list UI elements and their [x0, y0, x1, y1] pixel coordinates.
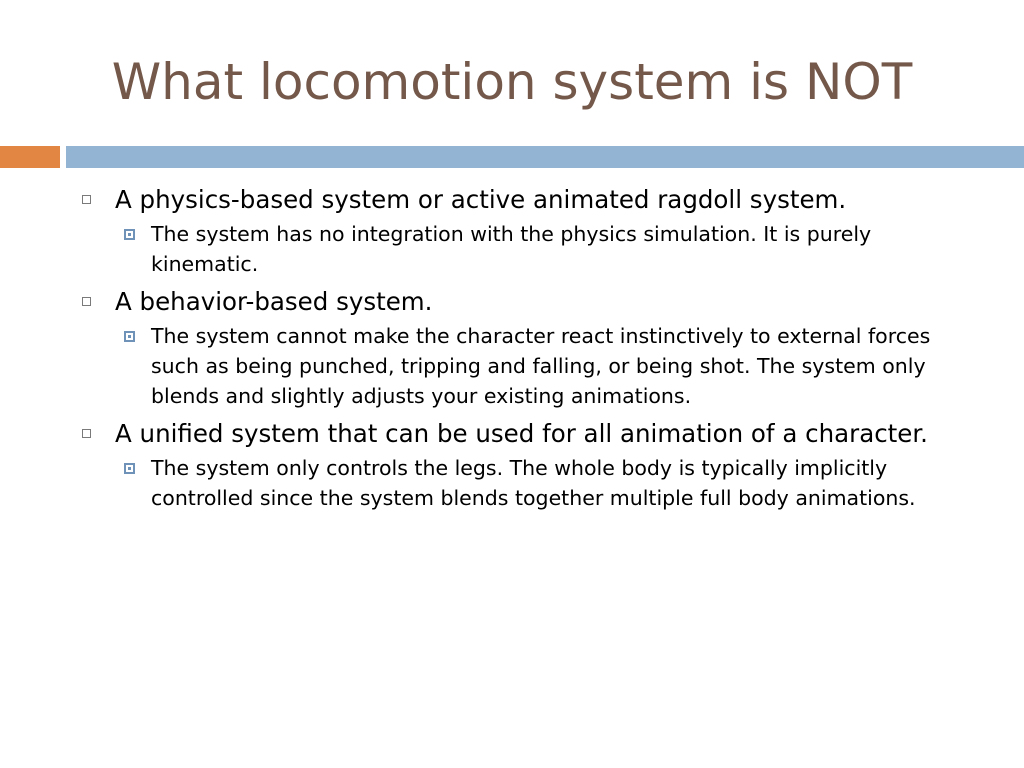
- square-bullet-icon: [124, 331, 135, 342]
- hollow-square-bullet-icon: [82, 297, 91, 306]
- hollow-square-bullet-icon: [82, 195, 91, 204]
- sub-bullet-item: [78, 321, 978, 411]
- sub-bullet-text: The system only controls the legs. The whole body is typically implicitly controlled since the system blends together multiple full body animations.: [151, 456, 916, 510]
- bullet-item: [78, 183, 978, 217]
- square-bullet-icon: [124, 229, 135, 240]
- bullet-list: [78, 183, 978, 519]
- bullet-text: A physics-based system or active animated ragdoll system.: [115, 185, 847, 214]
- sub-bullet-item: [78, 453, 978, 513]
- bullet-text: A unified system that can be used for all animation of a character.: [115, 419, 928, 448]
- bullet-item: [78, 417, 978, 451]
- bullet-item: [78, 285, 978, 319]
- accent-bar-blue: [66, 146, 1024, 168]
- accent-bar-orange: [0, 146, 60, 168]
- hollow-square-bullet-icon: [82, 429, 91, 438]
- sub-bullet-text: The system has no integration with the physics simulation. It is purely kinematic.: [151, 222, 872, 276]
- sub-bullet-text: The system cannot make the character react instinctively to external forces such as being punched, tripping and falling, or being shot. The system only blends and slightly adjusts your existing animations.: [151, 324, 931, 408]
- sub-bullet-item: [78, 219, 978, 279]
- bullet-text: A behavior-based system.: [115, 287, 433, 316]
- slide-title: What locomotion system is NOT: [111, 53, 913, 111]
- square-bullet-icon: [124, 463, 135, 474]
